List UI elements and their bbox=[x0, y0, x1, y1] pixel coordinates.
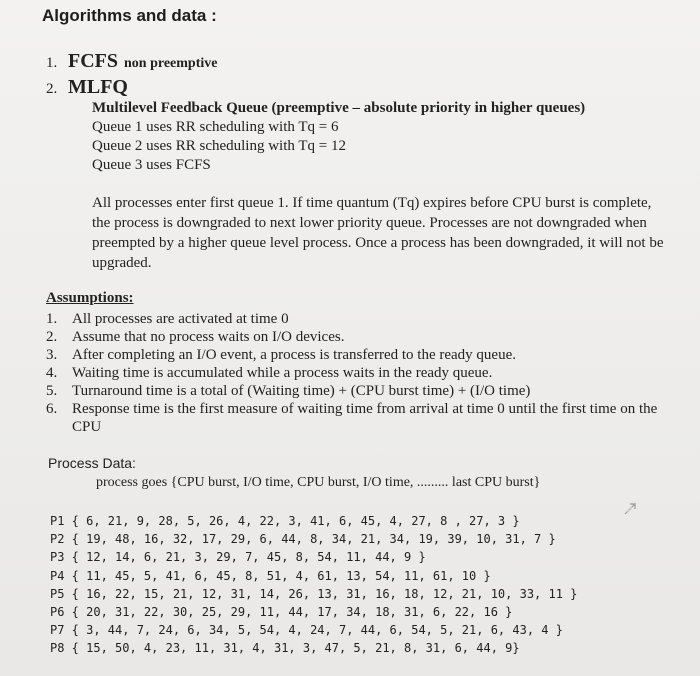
mlfq-description: All processes enter first queue 1. If time quantum (Tq) expires before CPU burst is complete, the process is downgraded to next lower priority queue. Processes are not downgraded when preempted by a higher queue level process. Once a process has been downgraded, it will not be upgraded. bbox=[92, 195, 664, 271]
assumptions-list bbox=[46, 310, 686, 436]
list-item: 1. All processes are activated at time 0 bbox=[46, 311, 289, 327]
process-row: P2 { 19, 48, 16, 32, 17, 29, 6, 44, 8, 34, 21, 34, 19, 39, 10, 31, 7 } bbox=[50, 532, 556, 547]
list-item: 4. Waiting time is accumulated while a process waits in the ready queue. bbox=[46, 365, 493, 381]
process-row: P4 { 11, 45, 5, 41, 6, 45, 8, 51, 4, 61, 13, 54, 11, 61, 10 } bbox=[50, 568, 491, 583]
process-data-format: process goes {CPU burst, I/O time, CPU burst, I/O time, ......... last CPU burst} bbox=[96, 475, 541, 490]
mouse-pointer-icon bbox=[623, 500, 639, 516]
mlfq-queue-2: Queue 2 uses RR scheduling with Tq = 12 bbox=[92, 138, 346, 154]
mlfq-title: Multilevel Feedback Queue (preemptive – absolute priority in higher queues) bbox=[92, 100, 586, 116]
algorithm-number: 1. bbox=[46, 55, 58, 71]
algorithm-number: 2. bbox=[46, 81, 58, 97]
algorithm-note: non preemptive bbox=[124, 56, 218, 71]
process-row: P3 { 12, 14, 6, 21, 3, 29, 7, 45, 8, 54, 11, 44, 9 } bbox=[50, 550, 426, 565]
list-item: 3. After completing an I/O event, a process is transferred to the ready queue. bbox=[46, 347, 516, 363]
list-item: 5. Turnaround time is a total of (Waiting time) + (CPU burst time) + (I/O time) bbox=[46, 383, 531, 399]
process-row: P1 { 6, 21, 9, 28, 5, 26, 4, 22, 3, 41, 6, 45, 4, 27, 8 , 27, 3 } bbox=[50, 514, 520, 528]
algorithm-item-fcfs bbox=[46, 50, 217, 73]
assumptions-heading: Assumptions: bbox=[46, 290, 134, 306]
list-item: 6. Response time is the first measure of waiting time from arrival at time 0 until the first time on the CPU bbox=[46, 401, 658, 435]
process-data-heading: Process Data: bbox=[48, 455, 136, 471]
algorithm-name: FCFS bbox=[68, 50, 118, 72]
list-item: 2. Assume that no process waits on I/O devices. bbox=[46, 329, 345, 345]
process-row: P8 { 15, 50, 4, 23, 11, 31, 4, 31, 3, 47, 5, 21, 8, 31, 6, 44, 9} bbox=[50, 641, 520, 656]
algorithm-name: MLFQ bbox=[68, 76, 128, 98]
algorithm-item-mlfq bbox=[46, 76, 128, 99]
page-title: Algorithms and data : bbox=[42, 6, 217, 25]
process-row: P6 { 20, 31, 22, 30, 25, 29, 11, 44, 17, 34, 18, 31, 6, 22, 16 } bbox=[50, 605, 513, 620]
process-list bbox=[50, 512, 577, 658]
mlfq-queue-3: Queue 3 uses FCFS bbox=[92, 157, 211, 173]
process-row: P7 { 3, 44, 7, 24, 6, 34, 5, 54, 4, 24, 7, 44, 6, 54, 5, 21, 6, 43, 4 } bbox=[50, 623, 563, 638]
process-row: P5 { 16, 22, 15, 21, 12, 31, 14, 26, 13, 31, 16, 18, 12, 21, 10, 33, 11 } bbox=[50, 586, 578, 601]
mlfq-queue-1: Queue 1 uses RR scheduling with Tq = 6 bbox=[92, 119, 339, 135]
